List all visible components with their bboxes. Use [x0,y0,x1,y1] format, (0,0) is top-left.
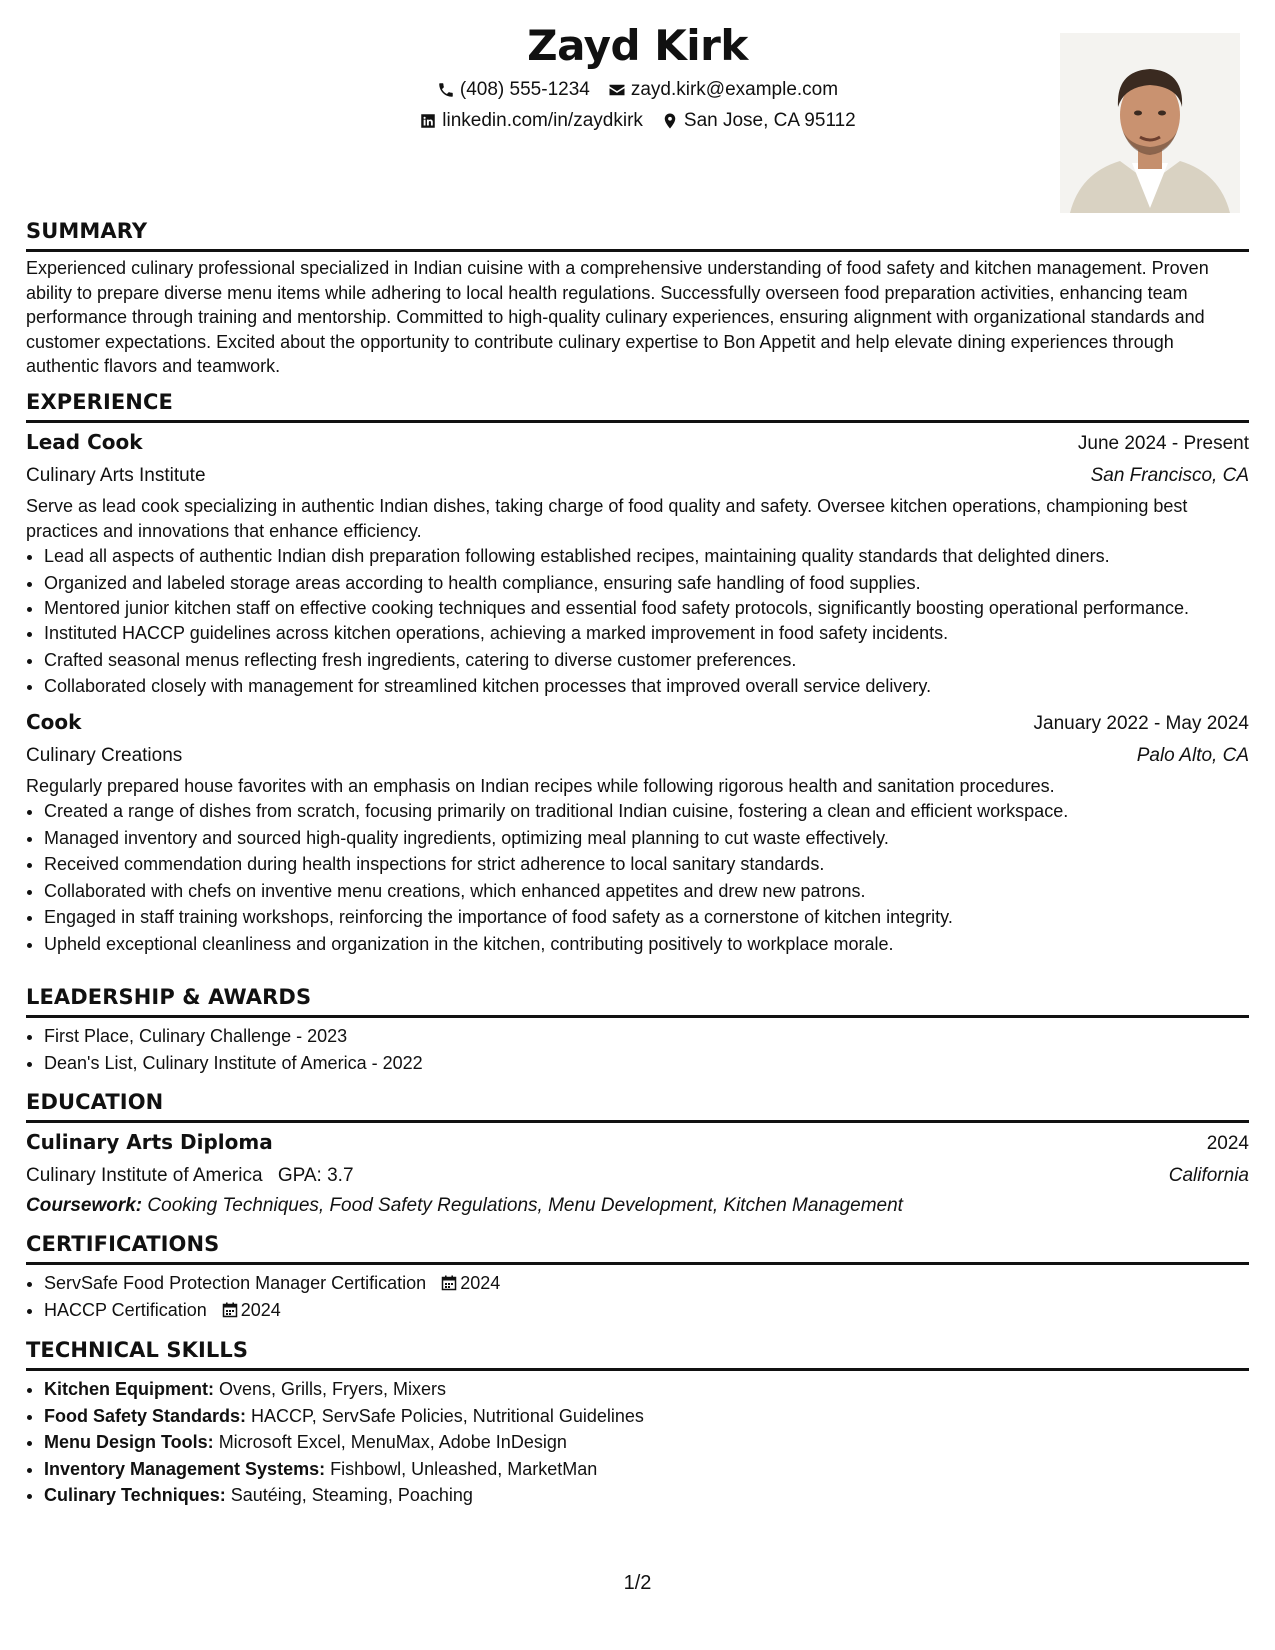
list-item [44,1376,1249,1403]
profile-photo [1060,33,1240,213]
degree-title: Culinary Arts Diploma [26,1130,273,1154]
list-item: • First Place, Culinary Challenge - 2023 [44,1023,1249,1050]
experience-heading: EXPERIENCE [26,388,1249,423]
list-item: • Instituted HACCP guidelines across kitchen operations, achieving a marked improvement in food safety incidents. [44,620,1249,647]
certifications-section [26,1230,1249,1323]
skill-value: Sautéing, Steaming, Poaching [230,1485,473,1505]
job-location: San Francisco, CA [1090,465,1249,486]
coursework-line [26,1191,1249,1221]
skills-list [26,1376,1249,1509]
map-pin-icon [661,112,679,130]
list-item: • Mentored junior kitchen staff on effective cooking techniques and essential food safety protocols, significantly boosting operational performance. [44,596,1249,620]
skill-label: Food Safety Standards: [44,1405,247,1426]
list-item [44,1456,1249,1483]
school-name: Culinary Institute of America [26,1165,263,1186]
summary-heading: SUMMARY [26,217,1249,252]
list-item [44,1297,1249,1324]
job-entry-1 [26,426,1249,700]
school-line [26,1160,354,1191]
location-contact [661,105,856,136]
list-item [44,1429,1249,1456]
skills-section [26,1336,1249,1509]
list-item: • Engaged in staff training workshops, reinforcing the importance of food safety as a cornerstone of kitchen integrity. [44,904,1249,931]
education-location: California [1168,1165,1249,1186]
cert-year: 2024 [460,1273,501,1293]
skill-label: Culinary Techniques: [44,1485,226,1505]
job-bullets [26,543,1249,700]
coursework-text: Cooking Techniques, Food Safety Regulations, Menu Development, Kitchen Management [147,1195,903,1216]
list-item: • Managed inventory and sourced high-quality ingredients, optimizing meal planning to cut waste effectively. [44,825,1249,852]
skill-label: Inventory Management Systems: [44,1458,326,1479]
skills-heading: TECHNICAL SKILLS [26,1336,1249,1371]
cert-name: ServSafe Food Protection Manager Certification [44,1273,427,1293]
cert-year: 2024 [240,1299,281,1320]
list-item: • Collaborated with chefs on inventive menu creations, which enhanced appetites and drew new patrons. [44,878,1249,905]
job-title: Cook [26,709,82,734]
job-entry-2 [26,706,1249,958]
gpa-text: GPA: 3.7 [277,1165,354,1186]
list-item: • Created a range of dishes from scratch, focusing primarily on traditional Indian cuisine, fostering a clean and efficient workspace. [44,798,1249,825]
job-title: Lead Cook [26,430,143,454]
list-item: • Crafted seasonal menus reflecting fresh ingredients, catering to diverse customer preferences. [44,647,1249,674]
skill-value: Ovens, Grills, Fryers, Mixers [219,1379,447,1399]
calendar-icon [222,1302,238,1318]
summary-text: Experienced culinary professional specialized in Indian cuisine with a comprehensive understanding of food safety and kitchen management. Proven ability to prepare diverse menu items while adhering to local health regulations. Successfully overseen food preparation activities, enhancing team performance through training and mentorship. Committed to high-quality culinary experiences, ensuring alignment with organizational standards and customer expectations. Excited about the opportunity to contribute culinary expertise to Bon Appetit and help elevate dining experiences through authentic flavors and teamwork. [26,258,1209,376]
job-dates: June 2024 - Present [1077,433,1249,454]
location-text: San Jose, CA 95112 [683,110,856,131]
list-item [44,1270,1249,1297]
list-item: • Collaborated closely with management for streamlined kitchen processes that improved overall service delivery. [44,673,1249,700]
coursework-label: Coursework: [26,1195,143,1216]
skill-label: Kitchen Equipment: [44,1379,214,1399]
job-description: Serve as lead cook specializing in authentic Indian dishes, taking charge of food quality and safety. Oversee kitchen operations, championing best practices and innovations that enhance efficiency. [26,496,1188,541]
list-item [44,1482,1249,1509]
certifications-list [26,1270,1249,1323]
list-item: • Received commendation during health inspections for strict adherence to local sanitary standards. [44,851,1249,878]
linkedin-link[interactable]: linkedin.com/in/zaydkirk [442,110,643,131]
education-heading: EDUCATION [26,1088,1249,1123]
summary-section [26,217,1249,379]
list-item: • Lead all aspects of authentic Indian dish preparation following established recipes, maintaining quality standards that delighted diners. [44,543,1249,570]
portrait-image [1060,33,1240,213]
resume-page [26,0,1249,1650]
awards-heading: LEADERSHIP & AWARDS [26,983,1249,1018]
job-company: Culinary Arts Institute [26,465,206,486]
job-dates: January 2022 - May 2024 [1033,712,1249,734]
education-year: 2024 [1206,1133,1249,1154]
job-description: Regularly prepared house favorites with an emphasis on Indian recipes while following rigorous health and sanitation procedures. [26,775,1055,796]
experience-section [26,388,1249,957]
candidate-name: Zayd Kirk [527,21,748,70]
envelope-icon [608,81,626,99]
skill-value: HACCP, ServSafe Policies, Nutritional Guidelines [251,1405,644,1426]
skill-value: Fishbowl, Unleashed, MarketMan [330,1458,598,1479]
phone-text: (408) 555-1234 [459,79,590,100]
list-item: • Upheld exceptional cleanliness and organization in the kitchen, contributing positively to workplace morale. [44,931,1249,958]
certifications-heading: CERTIFICATIONS [26,1230,1249,1265]
list-item: • Dean's List, Culinary Institute of America - 2022 [44,1050,1249,1077]
job-location: Palo Alto, CA [1136,744,1249,766]
education-section [26,1088,1249,1221]
page-number: 1/2 [623,1572,652,1594]
skill-value: Microsoft Excel, MenuMax, Adobe InDesign [218,1432,567,1452]
linkedin-contact[interactable] [419,105,643,136]
list-item [44,1403,1249,1430]
email-link[interactable]: zayd.kirk@example.com [630,79,839,100]
phone-contact [437,74,590,105]
linkedin-icon [419,112,437,130]
phone-icon [437,81,455,99]
awards-list [26,1023,1249,1076]
job-company: Culinary Creations [26,744,183,766]
job-bullets [26,798,1249,957]
awards-section [26,983,1249,1076]
list-item: • Organized and labeled storage areas according to health compliance, ensuring safe handling of food supplies. [44,570,1249,597]
cert-name: HACCP Certification [44,1299,207,1320]
email-contact[interactable] [608,74,838,105]
calendar-icon [441,1275,457,1291]
skill-label: Menu Design Tools: [44,1432,214,1452]
